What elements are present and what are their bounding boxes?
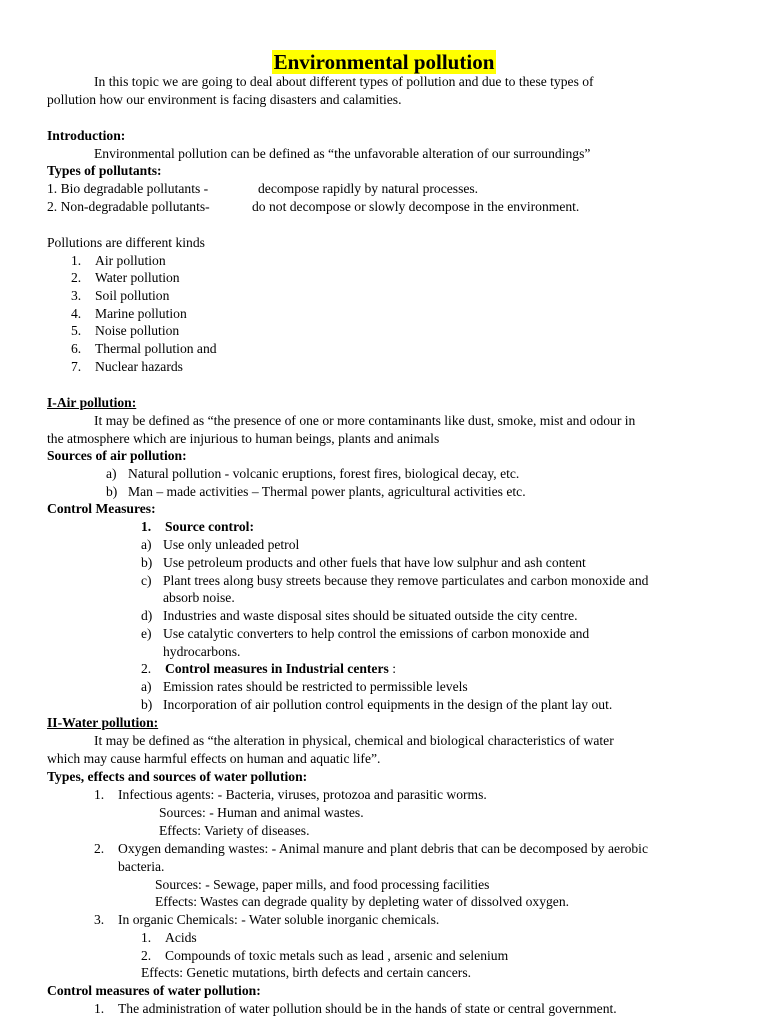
- industrial-heading: 2. Control measures in Industrial centers :: [141, 661, 396, 676]
- list-item: 1. Infectious agents: - Bacteria, viruses, protozoa and parasitic worms.: [94, 787, 487, 802]
- list-item-cont: absorb noise.: [163, 590, 235, 605]
- list-item: a) Use only unleaded petrol: [141, 537, 300, 552]
- pollutant-label: 1. Bio degradable pollutants -: [47, 181, 209, 196]
- list-item: d) Industries and waste disposal sites should be situated outside the city centre.: [141, 608, 578, 623]
- list-item: b) Incorporation of air pollution control equipments in the design of the plant lay out.: [141, 697, 613, 712]
- sub-list-item: 1. Acids: [141, 930, 197, 945]
- list-item: 6. Thermal pollution and: [71, 341, 217, 356]
- pollutant-desc: do not decompose or slowly decompose in the environment.: [252, 199, 580, 214]
- list-item: 3. In organic Chemicals: - Water soluble inorganic chemicals.: [94, 912, 440, 927]
- list-item: a) Emission rates should be restricted to permissible levels: [141, 679, 468, 694]
- water-control-heading: Control measures of water pollution:: [47, 983, 261, 998]
- list-item-cont: bacteria.: [118, 859, 165, 874]
- list-item: 1. The administration of water pollution should be in the hands of state or central government.: [94, 1001, 617, 1016]
- list-item: c) Plant trees along busy streets because they remove particulates and carbon monoxide and: [141, 573, 649, 588]
- source-control-heading: 1. Source control:: [141, 519, 254, 534]
- kinds-heading: Pollutions are different kinds: [47, 235, 205, 250]
- list-item: 7. Nuclear hazards: [71, 359, 183, 374]
- intro-line: In this topic we are going to deal about different types of pollution and due to these types of: [94, 74, 594, 89]
- section-heading-air: I-Air pollution:: [47, 395, 137, 410]
- air-definition: It may be defined as “the presence of one or more contaminants like dust, smoke, mist and odour in: [94, 413, 636, 428]
- effects-line: Effects: Genetic mutations, birth defects and certain cancers.: [141, 965, 472, 980]
- water-definition: which may cause harmful effects on human and aquatic life”.: [47, 751, 381, 766]
- air-definition: the atmosphere which are injurious to human beings, plants and animals: [47, 431, 440, 446]
- section-heading-water: II-Water pollution:: [47, 715, 159, 730]
- list-item: 5. Noise pollution: [71, 323, 180, 338]
- water-types-heading: Types, effects and sources of water pollution:: [47, 769, 308, 784]
- list-item: b) Man – made activities – Thermal power plants, agricultural activities etc.: [106, 484, 526, 499]
- list-item: 2. Water pollution: [71, 270, 180, 285]
- list-item: e) Use catalytic converters to help control the emissions of carbon monoxide and: [141, 626, 590, 641]
- list-item: 3. Soil pollution: [71, 288, 170, 303]
- page-title: Environmental pollution: [273, 50, 495, 74]
- pollutant-desc: decompose rapidly by natural processes.: [258, 181, 479, 196]
- sub-list-item: 2. Compounds of toxic metals such as lead , arsenic and selenium: [141, 948, 509, 963]
- sources-line: Sources: - Sewage, paper mills, and food processing facilities: [155, 877, 490, 892]
- control-heading: Control Measures:: [47, 501, 156, 516]
- effects-line: Effects: Variety of diseases.: [159, 823, 310, 838]
- list-item: 4. Marine pollution: [71, 306, 187, 321]
- list-item: 1. Air pollution: [71, 253, 166, 268]
- pollutant-label: 2. Non-degradable pollutants-: [47, 199, 210, 214]
- list-item-cont: hydrocarbons.: [163, 644, 241, 659]
- list-item: b) Use petroleum products and other fuels that have low sulphur and ash content: [141, 555, 586, 570]
- pollutants-heading: Types of pollutants:: [47, 163, 162, 178]
- sources-line: Sources: - Human and animal wastes.: [159, 805, 364, 820]
- introduction-text: Environmental pollution can be defined as “the unfavorable alteration of our surroundings”: [94, 146, 591, 161]
- effects-line: Effects: Wastes can degrade quality by depleting water of dissolved oxygen.: [155, 894, 570, 909]
- intro-line: pollution how our environment is facing disasters and calamities.: [47, 92, 402, 107]
- list-item: 2. Oxygen demanding wastes: - Animal manure and plant debris that can be decomposed by aerobic: [94, 841, 648, 856]
- water-definition: It may be defined as “the alteration in physical, chemical and biological characteristics of water: [94, 733, 614, 748]
- list-item: a) Natural pollution - volcanic eruptions, forest fires, biological decay, etc.: [106, 466, 520, 481]
- introduction-heading: Introduction:: [47, 128, 126, 143]
- air-sources-heading: Sources of air pollution:: [47, 448, 187, 463]
